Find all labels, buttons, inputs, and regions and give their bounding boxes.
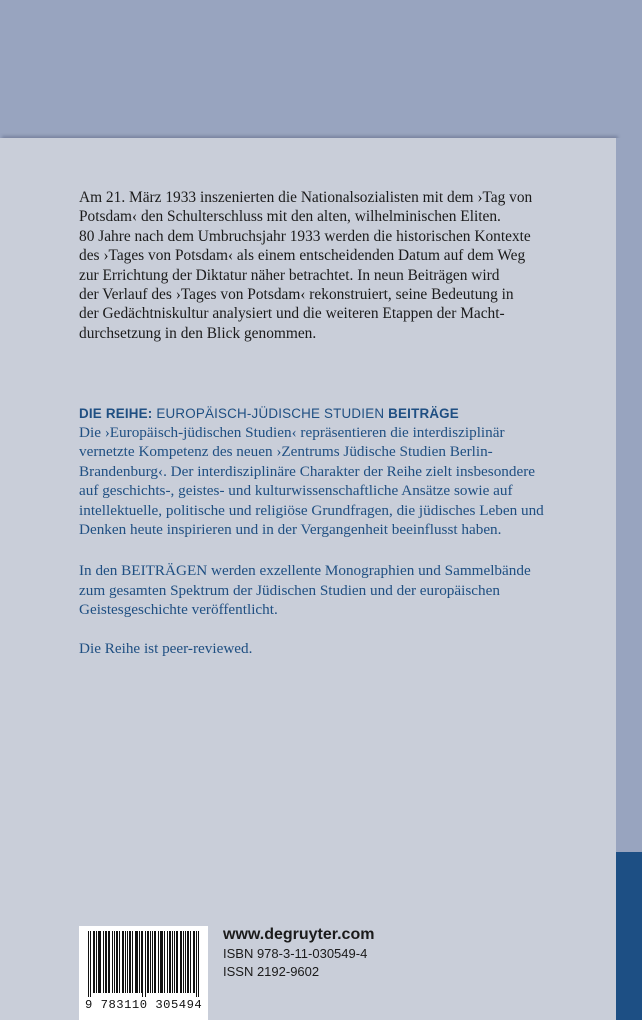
blurb-line: Am 21. März 1933 inszenierten die Nationalsozialisten mit dem ›Tag von (79, 189, 533, 206)
barcode-bar (129, 931, 130, 993)
series-heading (79, 404, 569, 423)
issn-number: ISSN 2192-9602 (223, 964, 320, 979)
series-paragraph-1 (79, 423, 569, 539)
cover-top-band (0, 0, 642, 138)
barcode-bar (119, 931, 120, 993)
barcode-bar (148, 931, 149, 993)
series-paragraph-2 (79, 561, 569, 619)
blurb-line: der Verlauf des ›Tages von Potsdam‹ rekonstruiert, seine Bedeutung in (79, 286, 514, 304)
publisher-info (223, 924, 374, 981)
barcode-bar (145, 931, 146, 997)
barcode-bar (103, 931, 104, 993)
barcode-bar (123, 931, 124, 993)
series-line: vernetzte Kompetenz des neuen ›Zentrums Jüdische Studien Berlin- (79, 443, 493, 461)
barcode-digits: 9 783110 305494 (85, 998, 203, 1012)
barcode-bar (160, 931, 161, 993)
blurb-line: 80 Jahre nach dem Umbruchsjahr 1933 werden die historischen Kontexte (79, 227, 531, 245)
barcode-bar (137, 931, 138, 993)
barcode-bar (170, 931, 171, 993)
series-line: In den BEITRÄGEN werden exzellente Monographien und Sammelbände (79, 562, 531, 580)
barcode-bars (88, 931, 200, 997)
barcode-bar (161, 931, 162, 993)
barcode-bar (122, 931, 123, 993)
barcode-bar (188, 931, 189, 993)
barcode-bar (100, 931, 101, 993)
book-blurb (79, 188, 559, 343)
barcode-bar (106, 931, 107, 993)
barcode-bar (105, 931, 106, 993)
series-line: Die ›Europäisch-jüdischen Studien‹ repräsentieren die interdisziplinär (79, 424, 505, 441)
blurb-line: zur Errichtung der Diktatur näher betrachtet. In neun Beiträgen wird (79, 266, 500, 284)
series-heading-name: EUROPÄISCH-JÜDISCHE STUDIEN (156, 406, 385, 421)
barcode-bar (112, 931, 113, 993)
barcode-bar (177, 931, 178, 993)
barcode-bar (114, 931, 115, 993)
barcode-bar (181, 931, 182, 993)
blurb-line: des ›Tages von Potsdam‹ als einem entscheidenden Datum auf dem Weg (79, 247, 526, 265)
barcode-bar (174, 931, 175, 993)
blurb-line: Potsdam‹ den Schulterschluss mit den alten, wilhelminischen Eliten. (79, 208, 501, 226)
series-paragraph-3: Die Reihe ist peer-reviewed. (79, 639, 253, 657)
series-line: intellektuelle, politische und religiöse Grundfragen, die jüdisches Leben und (79, 501, 544, 519)
barcode-bar (142, 931, 143, 997)
barcode-bar (116, 931, 117, 993)
series-line: auf geschichts-, geistes- und kulturwissenschaftliche Ansätze sowie auf (79, 482, 513, 500)
barcode-bar (136, 931, 137, 993)
barcode-bar (154, 931, 155, 993)
barcode-bar (88, 931, 89, 997)
barcode-bar (141, 931, 142, 993)
barcode-bar (176, 931, 177, 993)
barcode-bar (193, 931, 194, 993)
barcode-bar (180, 931, 181, 993)
barcode-bar (99, 931, 100, 993)
barcode-bar (90, 931, 91, 997)
barcode-bar (187, 931, 188, 993)
blurb-line: durchsetzung in den Blick genommen. (79, 324, 317, 342)
barcode-bar (194, 931, 195, 993)
spine-strip (616, 138, 642, 852)
barcode-bar (139, 931, 140, 993)
barcode-bar (172, 931, 173, 993)
series-description (79, 404, 569, 658)
barcode-bar (94, 931, 95, 993)
barcode-bar (127, 931, 128, 993)
publisher-website[interactable]: www.degruyter.com (223, 926, 375, 943)
barcode-bar (190, 931, 191, 993)
series-line: zum gesamten Spektrum der Jüdischen Studien und der europäischen (79, 581, 500, 599)
barcode-bar (93, 931, 94, 993)
barcode-bar (162, 931, 163, 993)
barcode-bar (198, 931, 199, 997)
barcode-bar (164, 931, 165, 993)
barcode-bar (130, 931, 131, 993)
barcode-bar (183, 931, 184, 993)
blurb-line: der Gedächtniskultur analysiert und die weiteren Etappen der Macht- (79, 305, 505, 323)
barcode-bar (125, 931, 126, 993)
barcode-bar (150, 931, 151, 993)
barcode-bar (152, 931, 153, 993)
barcode-bar (169, 931, 170, 993)
series-heading-label: DIE REIHE: (79, 406, 153, 421)
barcode-bar (109, 931, 110, 993)
barcode-bar (185, 931, 186, 993)
series-line: Geistesgeschichte veröffentlicht. (79, 601, 278, 619)
barcode-bar (96, 931, 97, 993)
barcode-bar (158, 931, 159, 993)
barcode-bar (167, 931, 168, 993)
barcode-bar (108, 931, 109, 993)
isbn-barcode (79, 926, 208, 1020)
barcode-bar (155, 931, 156, 993)
barcode-bar (98, 931, 99, 993)
series-line: Denken heute inspirieren und in der Vergangenheit beeinflusst haben. (79, 521, 502, 539)
barcode-bar (135, 931, 136, 993)
barcode-bar (132, 931, 133, 993)
barcode-bar (196, 931, 197, 997)
series-line: Brandenburg‹. Der interdisziplinäre Charakter der Reihe zielt insbesondere (79, 462, 536, 480)
barcode-bar (147, 931, 148, 993)
spine-accent-blue (616, 852, 642, 1020)
barcode-bar (117, 931, 118, 993)
series-heading-suffix: BEITRÄGE (388, 406, 459, 421)
isbn-number: ISBN 978-3-11-030549-4 (223, 946, 368, 961)
